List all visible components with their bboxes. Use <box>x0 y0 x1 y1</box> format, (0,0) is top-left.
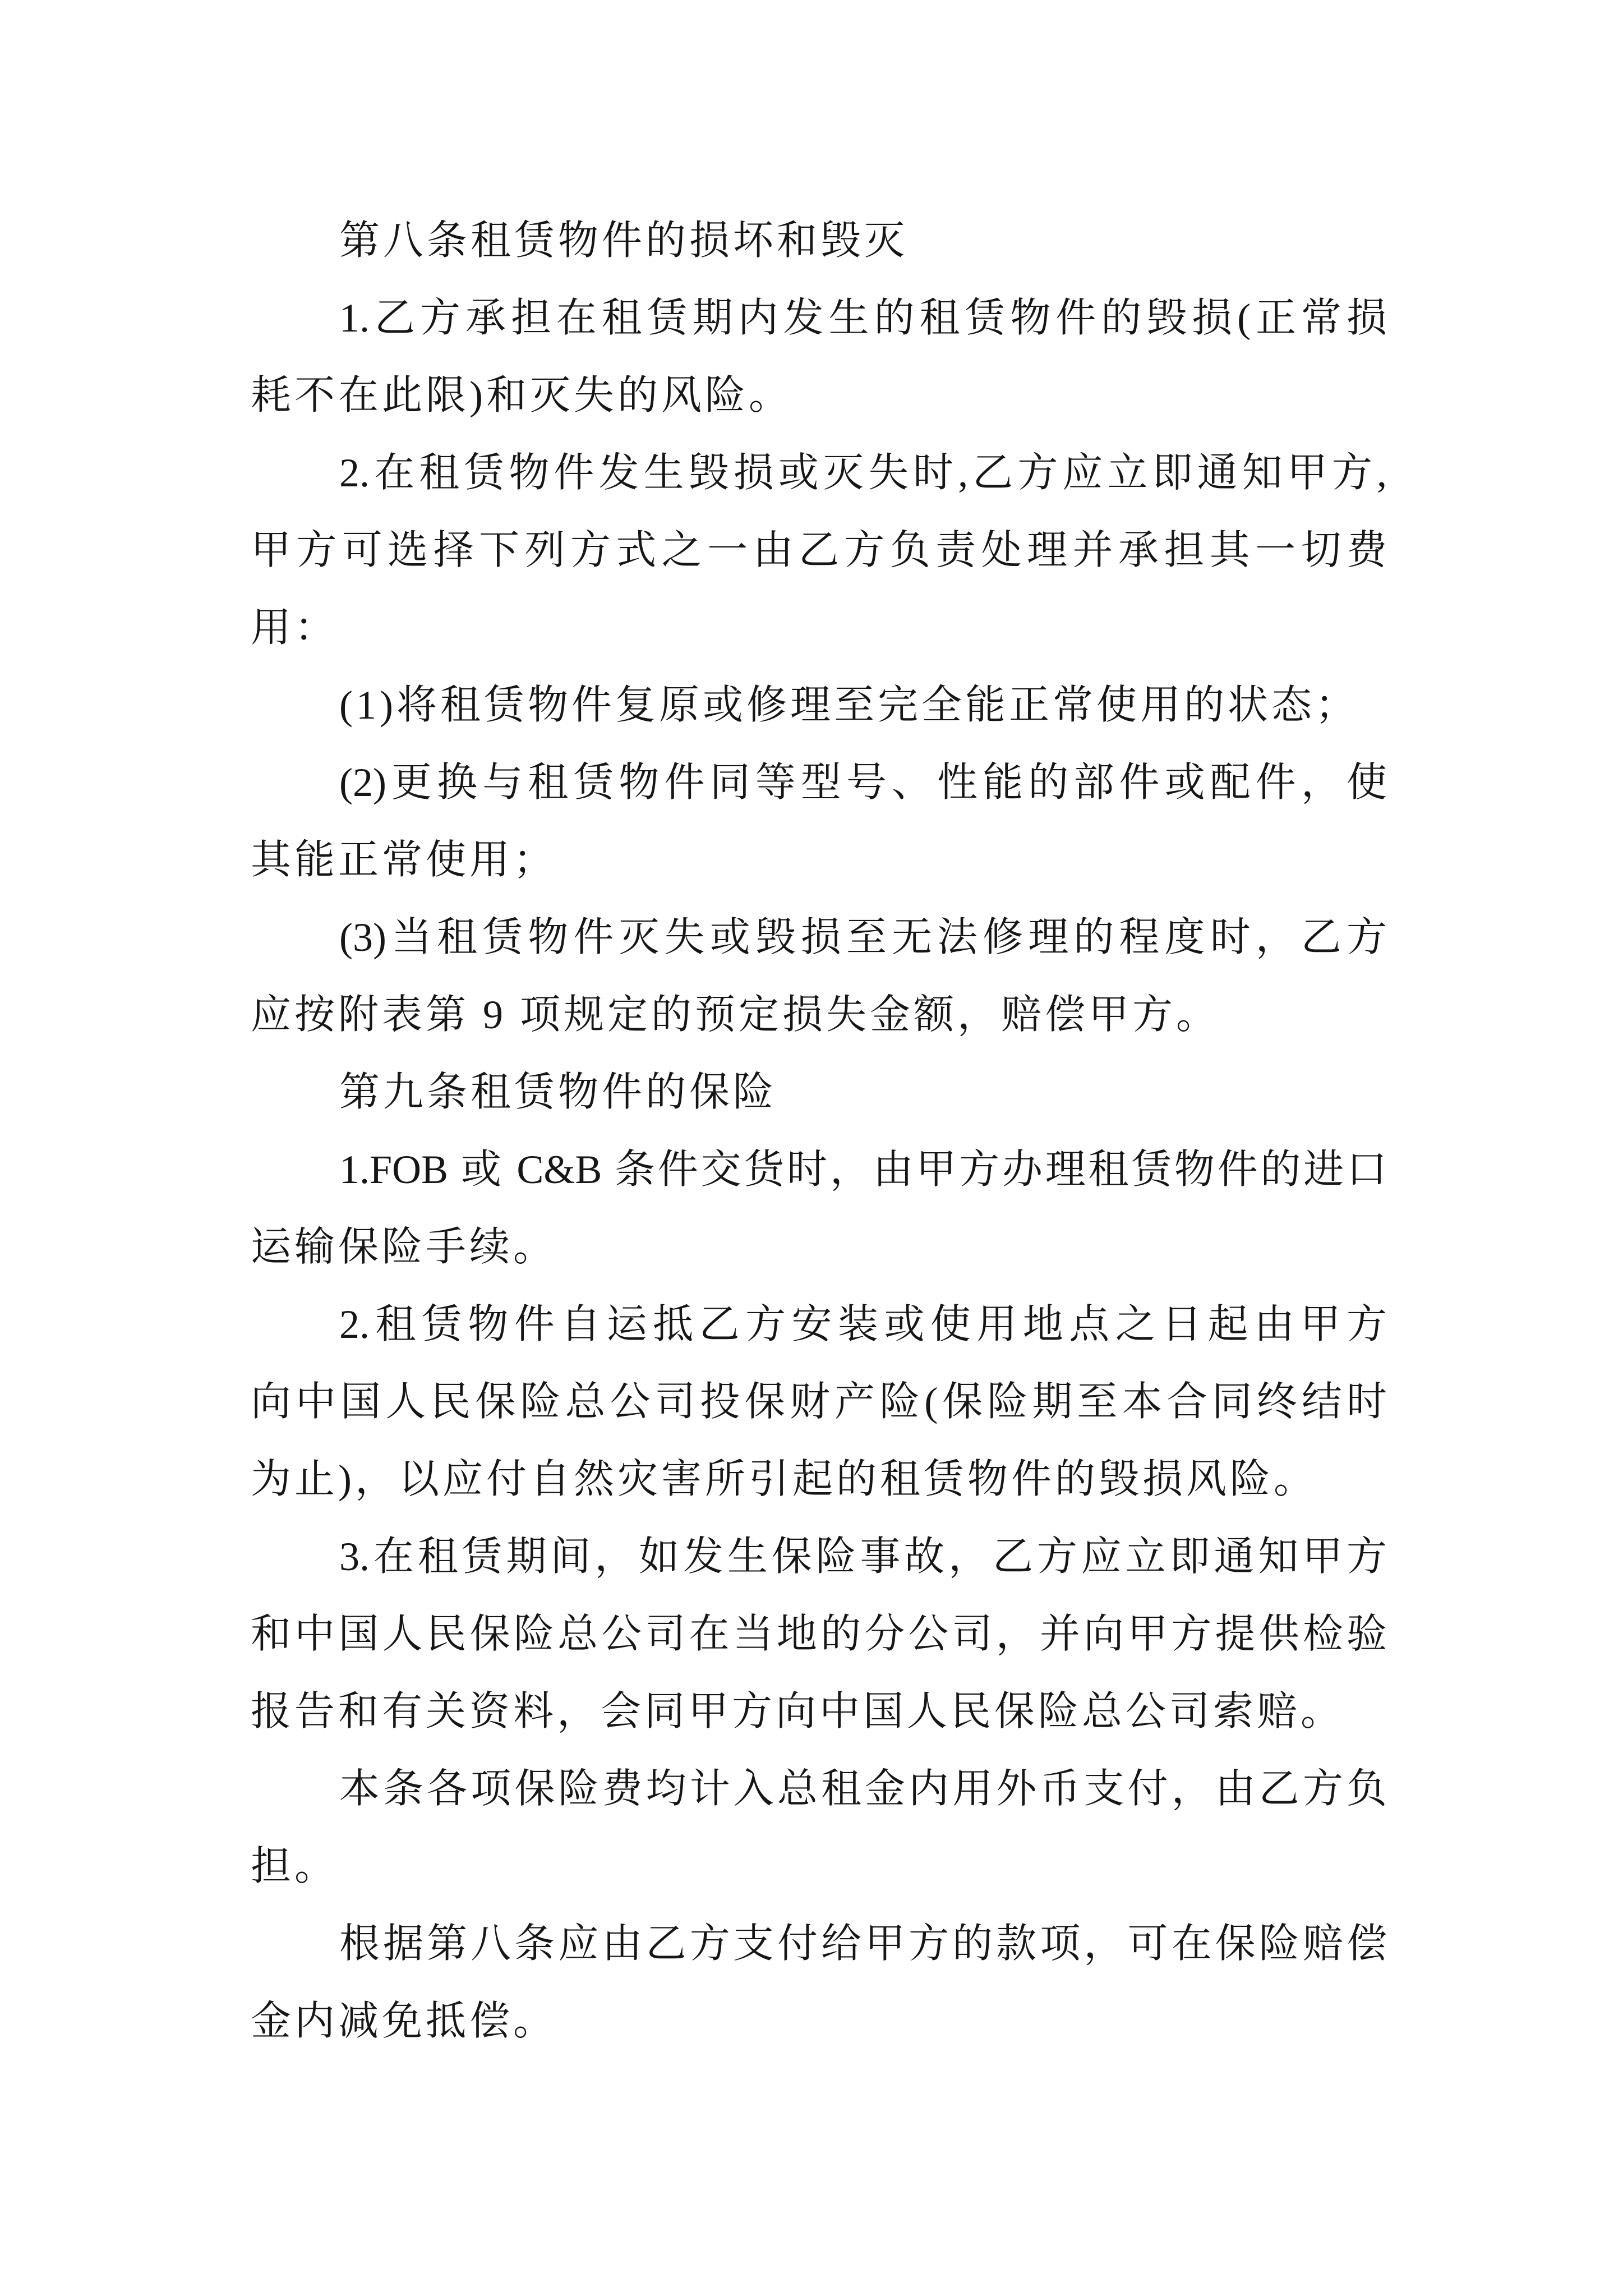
clause-paragraph <box>251 1518 1387 1750</box>
clause-paragraph <box>251 1905 1387 2060</box>
text-line: 第八条租赁物件的损坏和毁灭 <box>339 218 909 263</box>
clause-paragraph <box>251 1286 1387 1518</box>
text-line: 第九条租赁物件的保险 <box>339 1070 777 1115</box>
clause-paragraph <box>251 279 1387 434</box>
clause-paragraph <box>251 434 1387 666</box>
text-line: 3.在租赁期间，如发生保险事故，乙方应立即通知甲方 <box>339 1534 1387 1579</box>
text-line: 甲方可选择下列方式之一由乙方负责处理并承担其一切费 <box>251 528 1387 573</box>
text-line: 2.在租赁物件发生毁损或灭失时,乙方应立即通知甲方, <box>339 450 1387 495</box>
text-line: 用： <box>251 605 339 650</box>
clause-paragraph <box>251 1131 1387 1286</box>
text-line: (3)当租赁物件灭失或毁损至无法修理的程度时，乙方 <box>339 915 1387 960</box>
text-line: 向中国人民保险总公司投保财产险(保险期至本合同终结时 <box>251 1379 1387 1424</box>
text-line: 运输保险手续。 <box>251 1225 557 1269</box>
text-line: 其能正常使用； <box>251 838 557 882</box>
text-line: 报告和有关资料，会同甲方向中国人民保险总公司索赔。 <box>251 1689 1345 1734</box>
document-body <box>251 202 1387 2060</box>
text-line: 为止)，以应付自然灾害所引起的租赁物件的毁损风险。 <box>251 1457 1317 1502</box>
text-line: 1.FOB 或 C&B 条件交货时，由甲方办理租赁物件的进口 <box>339 1147 1387 1192</box>
clause-paragraph <box>251 744 1387 899</box>
section-heading-article-9 <box>251 1053 1387 1131</box>
text-line: 根据第八条应由乙方支付给甲方的款项，可在保险赔偿 <box>339 1921 1387 1966</box>
text-line: (2)更换与租赁物件同等型号、性能的部件或配件，使 <box>339 760 1387 805</box>
text-line: 2.租赁物件自运抵乙方安装或使用地点之日起由甲方 <box>339 1302 1387 1347</box>
clause-paragraph <box>251 899 1387 1053</box>
text-line: 应按附表第 9 项规定的预定损失金额，赔偿甲方。 <box>251 992 1220 1037</box>
clause-paragraph <box>251 1750 1387 1905</box>
text-line: 担。 <box>251 1844 339 1889</box>
text-line: 金内减免抵偿。 <box>251 1999 557 2044</box>
section-heading-article-8 <box>251 202 1387 279</box>
clause-paragraph <box>251 666 1387 744</box>
text-line: 耗不在此限)和灭失的风险。 <box>251 373 792 418</box>
text-line: 1.乙方承担在租赁期内发生的租赁物件的毁损(正常损 <box>339 296 1387 341</box>
text-line: (1)将租赁物件复原或修理至完全能正常使用的状态； <box>339 683 1359 728</box>
text-line: 和中国人民保险总公司在当地的分公司，并向甲方提供检验 <box>251 1612 1387 1657</box>
text-line: 本条各项保险费均计入总租金内用外币支付，由乙方负 <box>339 1766 1387 1811</box>
